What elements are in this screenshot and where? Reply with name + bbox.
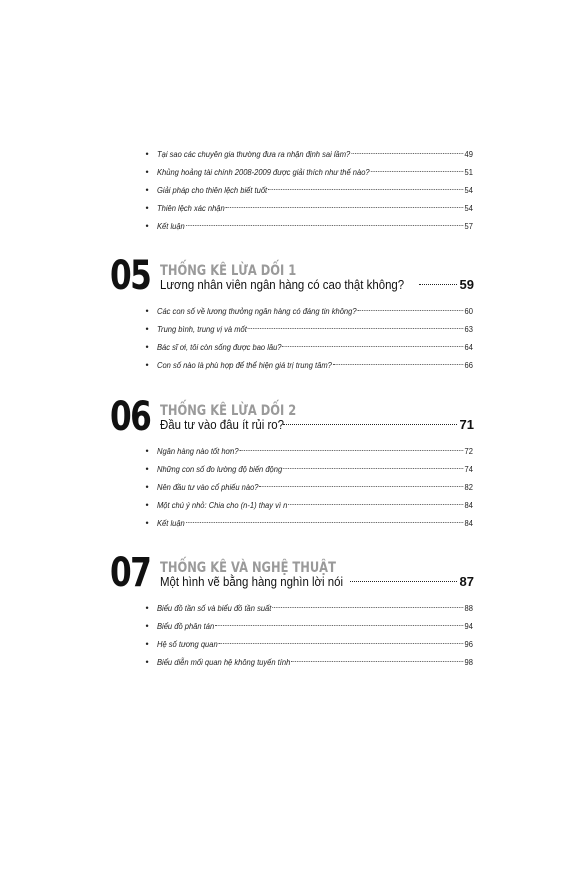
chapter-page: 59 — [459, 277, 474, 292]
bullet-icon: • — [145, 185, 149, 195]
bullet-icon: • — [145, 149, 149, 159]
entry-page: 84 — [464, 518, 473, 528]
entry-title: Trung bình, trung vị và mốt — [157, 324, 247, 334]
bullet-icon: • — [145, 603, 149, 613]
bullet-icon: • — [145, 306, 149, 316]
bullet-icon: • — [145, 464, 149, 474]
toc-entry — [145, 181, 473, 199]
toc-entry — [145, 320, 473, 338]
bullet-icon: • — [145, 446, 149, 456]
entry-page: 64 — [464, 342, 473, 352]
entry-title: Con số nào là phù hợp để thể hiện giá trị trung tâm? — [157, 360, 332, 370]
entry-page: 98 — [464, 657, 473, 667]
bullet-icon: • — [145, 621, 149, 631]
dot-leader — [248, 328, 464, 329]
dot-leader — [371, 171, 464, 172]
entry-title: Một chú ý nhỏ: Chia cho (n-1) thay vì n — [157, 500, 288, 510]
entry-title: Kết luận — [157, 518, 185, 528]
chapter-item-list — [145, 302, 473, 374]
toc-entry — [145, 217, 473, 235]
dot-leader — [350, 581, 457, 582]
chapter-label: THỐNG KÊ VÀ NGHỆ THUẬT — [160, 560, 336, 576]
entry-title: Nên đầu tư vào cổ phiếu nào? — [157, 482, 259, 492]
chapter-title: Đầu tư vào đâu ít rủi ro? — [160, 417, 285, 432]
entry-page: 84 — [464, 500, 473, 510]
toc-entry — [145, 302, 473, 320]
toc-entry — [145, 460, 473, 478]
entry-title: Ngân hàng nào tốt hơn? — [157, 446, 239, 456]
entry-title: Biểu diễn mối quan hệ không tuyến tính — [157, 657, 291, 667]
entry-page: 49 — [464, 149, 473, 159]
entry-title: Giải pháp cho thiên lệch biết tuốt — [157, 185, 268, 195]
entry-title: Khủng hoảng tài chính 2008-2009 được giải thích như thế nào? — [157, 167, 370, 177]
dot-leader — [333, 364, 464, 365]
toc-entry — [145, 163, 473, 181]
dot-leader — [259, 486, 463, 487]
toc-entry — [145, 617, 473, 635]
dot-leader — [268, 189, 464, 190]
chapter-number: 06 — [110, 394, 151, 440]
entry-page: 57 — [464, 221, 473, 231]
chapter-title: Lương nhân viên ngân hàng có cao thật không? — [160, 277, 405, 292]
chapter-title: Một hình vẽ bằng hàng nghìn lời nói — [160, 574, 344, 589]
bullet-icon: • — [145, 657, 149, 667]
chapter-page: 87 — [459, 574, 474, 589]
dot-leader — [357, 310, 463, 311]
entry-title: Tại sao các chuyên gia thường đưa ra nhận định sai lầm? — [157, 149, 351, 159]
chapter-item-list — [145, 442, 473, 532]
dot-leader — [215, 625, 464, 626]
chapter-page: 71 — [459, 417, 474, 432]
bullet-icon: • — [145, 482, 149, 492]
dot-leader — [226, 207, 464, 208]
dot-leader — [351, 153, 463, 154]
dot-leader — [419, 284, 456, 285]
entry-page: 60 — [464, 306, 473, 316]
entry-page: 54 — [464, 203, 473, 213]
entry-page: 66 — [464, 360, 473, 370]
entry-page: 94 — [464, 621, 473, 631]
entry-page: 51 — [464, 167, 473, 177]
chapter-title-row — [160, 276, 474, 294]
entry-page: 88 — [464, 603, 473, 613]
entry-page: 96 — [464, 639, 473, 649]
dot-leader — [291, 661, 463, 662]
entry-page: 54 — [464, 185, 473, 195]
entry-page: 72 — [464, 446, 473, 456]
entry-title: Hệ số tương quan — [157, 639, 218, 649]
entry-title: Các con số về lương thưởng ngân hàng có đáng tin không? — [157, 306, 357, 316]
chapter-title-row — [160, 573, 474, 591]
top-item-list — [145, 145, 473, 235]
toc-entry — [145, 442, 473, 460]
dot-leader — [219, 643, 464, 644]
chapter-item-list — [145, 599, 473, 671]
dot-leader — [186, 225, 464, 226]
entry-title: Thiên lệch xác nhận — [157, 203, 225, 213]
toc-entry — [145, 338, 473, 356]
entry-page: 82 — [464, 482, 473, 492]
bullet-icon: • — [145, 221, 149, 231]
dot-leader — [283, 424, 457, 425]
toc-entry — [145, 145, 473, 163]
toc-entry — [145, 356, 473, 374]
toc-entry — [145, 653, 473, 671]
entry-title: Kết luận — [157, 221, 185, 231]
dot-leader — [186, 522, 464, 523]
entry-title: Bác sĩ ơi, tôi còn sống được bao lâu? — [157, 342, 282, 352]
chapter-label: THỐNG KÊ LỪA DỐI 1 — [160, 263, 297, 279]
dot-leader — [272, 607, 463, 608]
dot-leader — [282, 346, 463, 347]
bullet-icon: • — [145, 518, 149, 528]
toc-entry — [145, 635, 473, 653]
toc-entry — [145, 599, 473, 617]
bullet-icon: • — [145, 342, 149, 352]
entry-page: 63 — [464, 324, 473, 334]
bullet-icon: • — [145, 167, 149, 177]
chapter-label: THỐNG KÊ LỪA DỐI 2 — [160, 403, 297, 419]
bullet-icon: • — [145, 324, 149, 334]
bullet-icon: • — [145, 500, 149, 510]
entry-page: 74 — [464, 464, 473, 474]
chapter-number: 07 — [110, 550, 151, 596]
toc-entry — [145, 478, 473, 496]
toc-entry — [145, 496, 473, 514]
toc-entry — [145, 514, 473, 532]
entry-title: Biểu đồ phân tán — [157, 621, 215, 631]
entry-title: Biểu đồ tần số và biểu đồ tần suất — [157, 603, 272, 613]
entry-title: Những con số đo lường độ biến động — [157, 464, 283, 474]
bullet-icon: • — [145, 360, 149, 370]
dot-leader — [283, 468, 464, 469]
bullet-icon: • — [145, 639, 149, 649]
chapter-title-row — [160, 416, 474, 434]
dot-leader — [288, 504, 463, 505]
dot-leader — [239, 450, 463, 451]
toc-entry — [145, 199, 473, 217]
bullet-icon: • — [145, 203, 149, 213]
chapter-number: 05 — [110, 253, 151, 299]
